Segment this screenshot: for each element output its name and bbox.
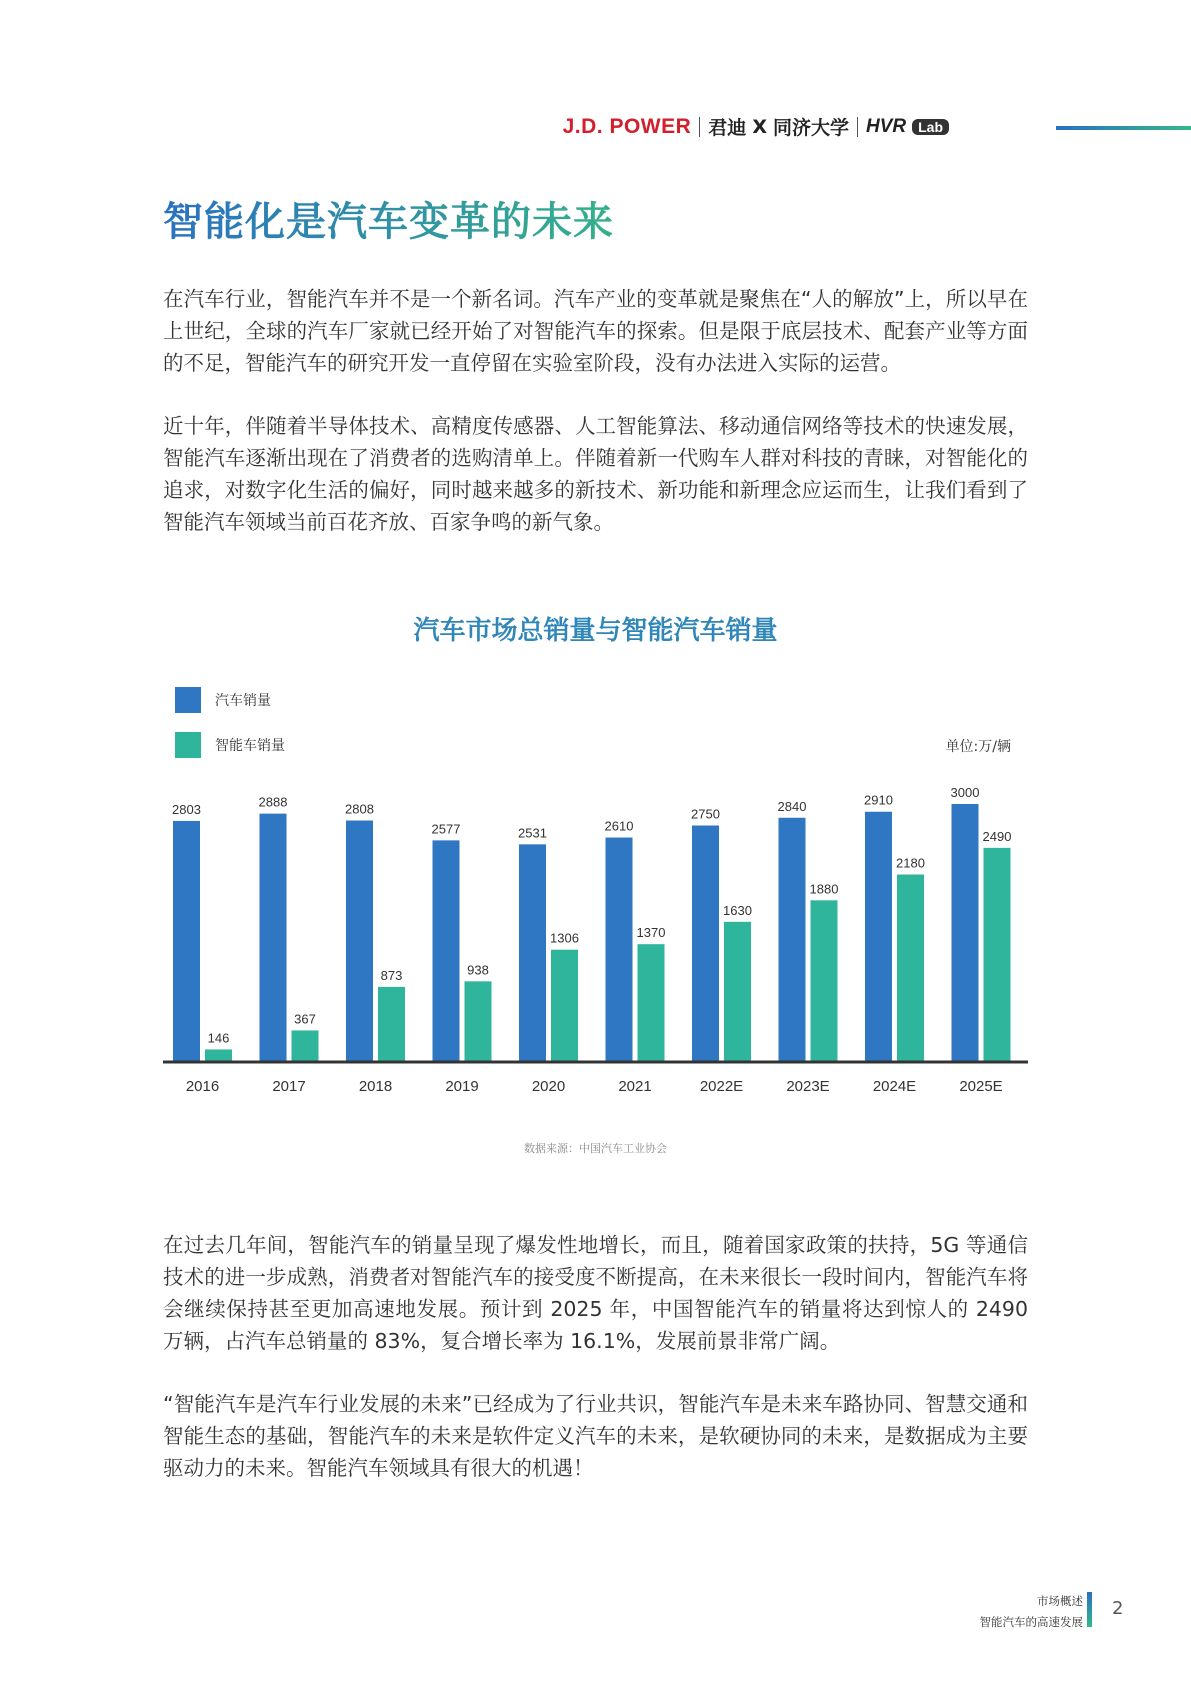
data-label-car-2021: 2610	[604, 818, 634, 834]
x-tick-label-2016: 2016	[185, 1078, 220, 1095]
bar-car-2016	[173, 821, 200, 1062]
paragraph-future: “智能汽车是汽车行业发展的未来”已经成为了行业共识，智能汽车是未来车路协同、智慧交通和智能生态的基础，智能汽车的未来是软件定义汽车的未来，是软硬协同的未来，是数据成为主要驱动力的未来。智能汽车领域具有很大的机遇！	[163, 1392, 1028, 1480]
x-tick-label-2018: 2018	[358, 1078, 393, 1095]
data-label-car-2024E: 2910	[864, 792, 893, 808]
footer-section: 市场概述	[1037, 1594, 1083, 1608]
bar-smart-2017	[292, 1030, 319, 1062]
bar-car-2024E	[865, 812, 892, 1062]
brand-x: X	[752, 115, 767, 138]
paragraph-growth: 在过去几年间，智能汽车的销量呈现了爆发性地增长，而且，随着国家政策的扶持，5G 等通信技术的进一步成熟，消费者对智能汽车的接受度不断提高，在未来很长一段时间内，智能汽车将会继续保持甚至更加高速地发展。预计到 2025 年，中国智能汽车的销量将达到惊人的 2490 万辆，占汽车总销量的 83%，复合增长率为 16.1%，发展前景非常广阔。	[163, 1233, 1028, 1353]
bar-smart-2022E	[724, 922, 751, 1062]
data-label-car-2025E: 3000	[950, 785, 980, 800]
data-label-smart-2023E: 1880	[809, 881, 839, 897]
bar-smart-2020	[551, 950, 578, 1062]
hvr-logo: HVR	[865, 115, 907, 137]
bar-car-2021	[606, 838, 633, 1062]
x-tick-label-2022E: 2022E	[699, 1078, 744, 1095]
jd-power-logo: J.D. POWER	[562, 114, 692, 138]
data-label-car-2023E: 2840	[777, 798, 807, 814]
data-label-smart-2025E: 2490	[982, 828, 1012, 844]
bar-car-2022E	[692, 826, 719, 1063]
bar-smart-2021	[638, 944, 665, 1062]
brand-separator	[857, 117, 858, 137]
brand-separator	[699, 117, 700, 137]
brand-jundi: 君迪	[708, 117, 747, 139]
data-label-smart-2017: 367	[294, 1011, 316, 1027]
bar-car-2025E	[952, 804, 979, 1062]
legend-label-smart: 智能车销量	[215, 738, 285, 754]
x-tick-label-2025E: 2025E	[959, 1078, 1003, 1095]
data-label-car-2020: 2531	[518, 825, 547, 841]
data-label-car-2017: 2888	[258, 794, 288, 810]
data-label-car-2019: 2577	[431, 821, 461, 837]
data-label-smart-2022E: 1630	[723, 902, 752, 918]
data-label-smart-2018: 873	[380, 967, 403, 983]
legend-item-smart-car-sales	[175, 732, 285, 758]
bar-car-2018	[346, 821, 373, 1062]
x-tick-label-2024E: 2024E	[872, 1078, 917, 1095]
bar-smart-2016	[205, 1049, 232, 1062]
data-label-smart-2016: 146	[207, 1030, 230, 1046]
footer-subsection: 智能汽车的高速发展	[979, 1615, 1083, 1629]
bar-smart-2019	[465, 981, 492, 1062]
x-tick-label-2020: 2020	[531, 1078, 566, 1095]
bar-smart-2018	[378, 987, 405, 1062]
data-label-smart-2020: 1306	[550, 930, 579, 946]
x-tick-label-2017: 2017	[272, 1078, 306, 1095]
paragraph-intro: 在汽车行业，智能汽车并不是一个新名词。汽车产业的变革就是聚焦在“人的解放”上，所以早在上世纪，全球的汽车厂家就已经开始了对智能汽车的探索。但是限于底层技术、配套产业等方面的不足，智能汽车的研究开发一直停留在实验室阶段，没有办法进入实际的运营。	[163, 287, 1028, 375]
brand-tongji: 同济大学	[772, 117, 849, 139]
bar-chart	[0, 770, 1191, 1130]
legend-item-car-sales	[175, 687, 271, 713]
data-label-smart-2019: 938	[467, 962, 489, 978]
page-number: 2	[1112, 1598, 1124, 1619]
footer-accent-bar	[1087, 1592, 1092, 1627]
legend-swatch-car	[175, 687, 201, 713]
unit-label: 单位:万/辆	[945, 739, 1011, 755]
data-label-smart-2024E: 2180	[896, 855, 925, 871]
header-accent-line	[1056, 126, 1191, 130]
bar-smart-2024E	[897, 875, 924, 1062]
data-label-car-2018: 2808	[345, 801, 374, 817]
bar-car-2019	[433, 840, 460, 1062]
data-label-car-2022E: 2750	[691, 806, 720, 822]
header-brand	[563, 113, 949, 140]
legend-label-car: 汽车销量	[215, 693, 271, 709]
chart-title: 汽车市场总销量与智能汽车销量	[413, 616, 778, 646]
lab-badge: Lab	[912, 119, 949, 135]
x-tick-label-2021: 2021	[618, 1078, 652, 1095]
bar-smart-2023E	[811, 900, 838, 1062]
paragraph-development: 近十年，伴随着半导体技术、高精度传感器、人工智能算法、移动通信网络等技术的快速发展，智能汽车逐渐出现在了消费者的选购清单上。伴随着新一代购车人群对科技的青睐，对智能化的追求，对数字化生活的偏好，同时越来越多的新技术、新功能和新理念应运而生，让我们看到了智能汽车领域当前百花齐放、百家争鸣的新气象。	[163, 414, 1028, 534]
bar-car-2020	[519, 844, 546, 1062]
x-tick-label-2023E: 2023E	[786, 1078, 830, 1095]
bar-car-2017	[260, 814, 287, 1062]
data-label-car-2016: 2803	[172, 801, 201, 817]
bar-car-2023E	[779, 818, 806, 1062]
data-label-smart-2021: 1370	[636, 925, 666, 941]
bar-smart-2025E	[984, 848, 1011, 1062]
x-tick-label-2019: 2019	[445, 1078, 479, 1095]
legend-swatch-smart	[175, 732, 201, 758]
page-title: 智能化是汽车变革的未来	[163, 190, 614, 247]
data-source: 数据来源：中国汽车工业协会	[524, 1142, 667, 1155]
